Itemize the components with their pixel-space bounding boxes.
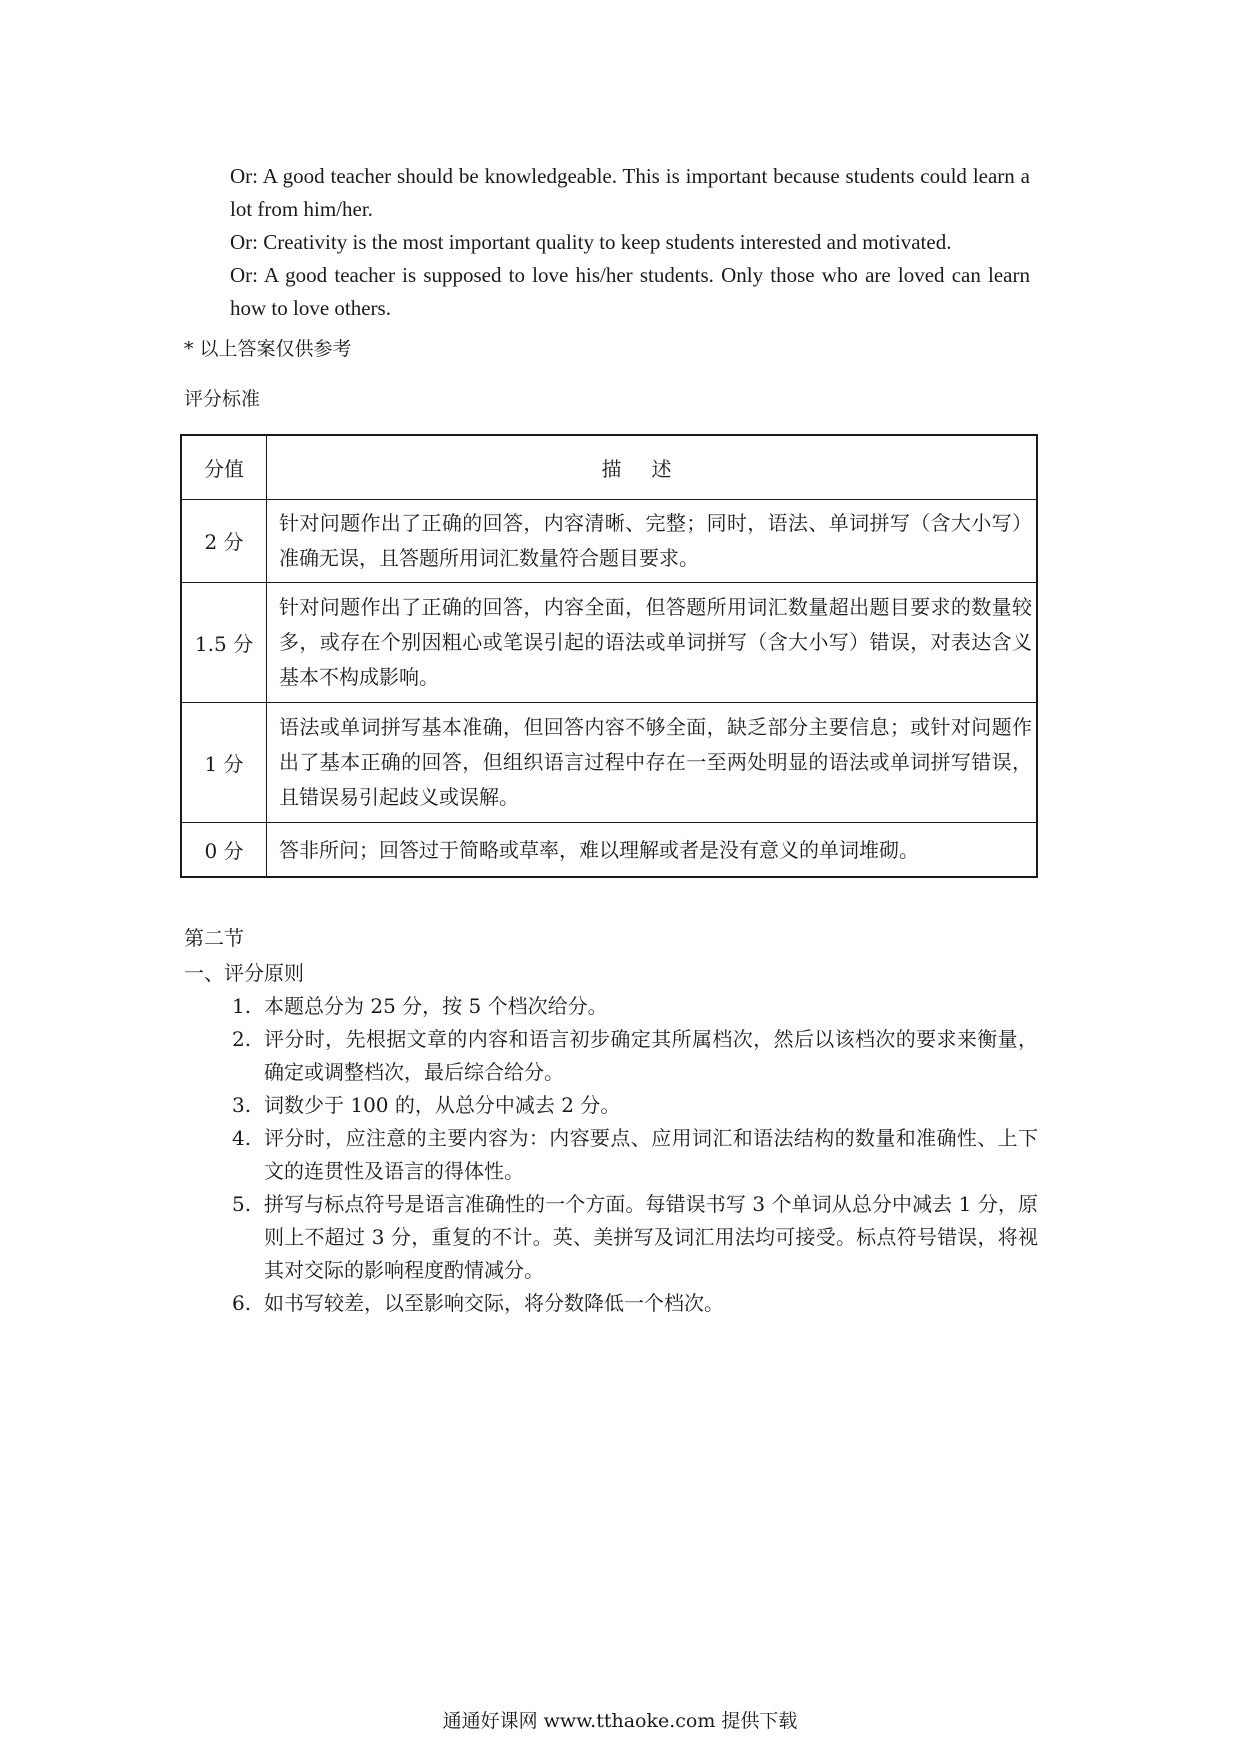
item-number: 2. [232,1027,252,1051]
description-cell: 针对问题作出了正确的回答，内容全面，但答题所用词汇数量超出题目要求的数量较多，或存在个别因粗心或笔误引起的语法或单词拼写（含大小写）错误，对表达含义基本不构成影响。 [267,582,1038,702]
answer-1: Or: A good teacher should be knowledgeable. This is important because students could learn a lot from him/her. [230,164,1030,221]
table-row [181,822,1037,877]
item-text: 词数少于 100 的，从总分中减去 2 分。 [264,1093,621,1117]
item-text: 评分时，应注意的主要内容为：内容要点、应用词汇和语法结构的数量和准确性、上下文的连贯性及语言的得体性。 [264,1126,1038,1183]
table-row [181,582,1037,702]
list-item [232,1287,1038,1320]
table-header-row [181,435,1037,499]
answer-3: Or: A good teacher is supposed to love his/her students. Only those who are loved can learn how to love others. [230,263,1030,320]
list-item [232,1122,1038,1188]
list-item [232,1089,1038,1122]
item-number: 4. [232,1126,252,1150]
table-row [181,702,1037,822]
score-cell: 0 分 [181,822,267,877]
item-number: 5. [232,1192,252,1216]
scoring-table [180,434,1038,878]
item-text: 拼写与标点符号是语言准确性的一个方面。每错误书写 3 个单词从总分中减去 1 分，原则上不超过 3 分，重复的不计。英、美拼写及词汇用法均可接受。标点符号错误，将视其对交际的影响程度酌情减分。 [264,1192,1038,1282]
reference-note: * 以上答案仅供参考 [184,338,352,360]
header-score: 分值 [181,435,267,499]
description-cell: 答非所问；回答过于简略或草率，难以理解或者是没有意义的单词堆砌。 [267,822,1038,877]
header-description: 描述 [267,435,1038,499]
list-item [232,1188,1038,1287]
principles-title: 一、评分原则 [184,961,304,985]
list-item [232,1023,1038,1089]
description-cell: 语法或单词拼写基本准确，但回答内容不够全面，缺乏部分主要信息；或针对问题作出了基本正确的回答，但组织语言过程中存在一至两处明显的语法或单词拼写错误，且错误易引起歧义或误解。 [267,702,1038,822]
item-number: 6. [232,1291,252,1315]
sample-answers [230,160,1030,325]
principles-list [232,990,1038,1320]
section-2-title: 第二节 [184,926,244,950]
description-cell: 针对问题作出了正确的回答，内容清晰、完整；同时，语法、单词拼写（含大小写）准确无误，且答题所用词汇数量符合题目要求。 [267,499,1038,582]
item-text: 评分时，先根据文章的内容和语言初步确定其所属档次，然后以该档次的要求来衡量，确定或调整档次，最后综合给分。 [264,1027,1038,1084]
item-number: 1. [232,994,252,1018]
score-cell: 1.5 分 [181,582,267,702]
score-cell: 2 分 [181,499,267,582]
item-text: 如书写较差，以至影响交际，将分数降低一个档次。 [264,1291,724,1315]
table-row [181,499,1037,582]
list-item [232,990,1038,1023]
score-cell: 1 分 [181,702,267,822]
criteria-title: 评分标准 [184,388,261,410]
item-number: 3. [232,1093,252,1117]
page-footer: 通通好课网 www.tthaoke.com 提供下载 [442,1710,798,1732]
item-text: 本题总分为 25 分，按 5 个档次给分。 [264,994,608,1018]
answer-2: Or: Creativity is the most important quality to keep students interested and motivated. [230,230,952,254]
